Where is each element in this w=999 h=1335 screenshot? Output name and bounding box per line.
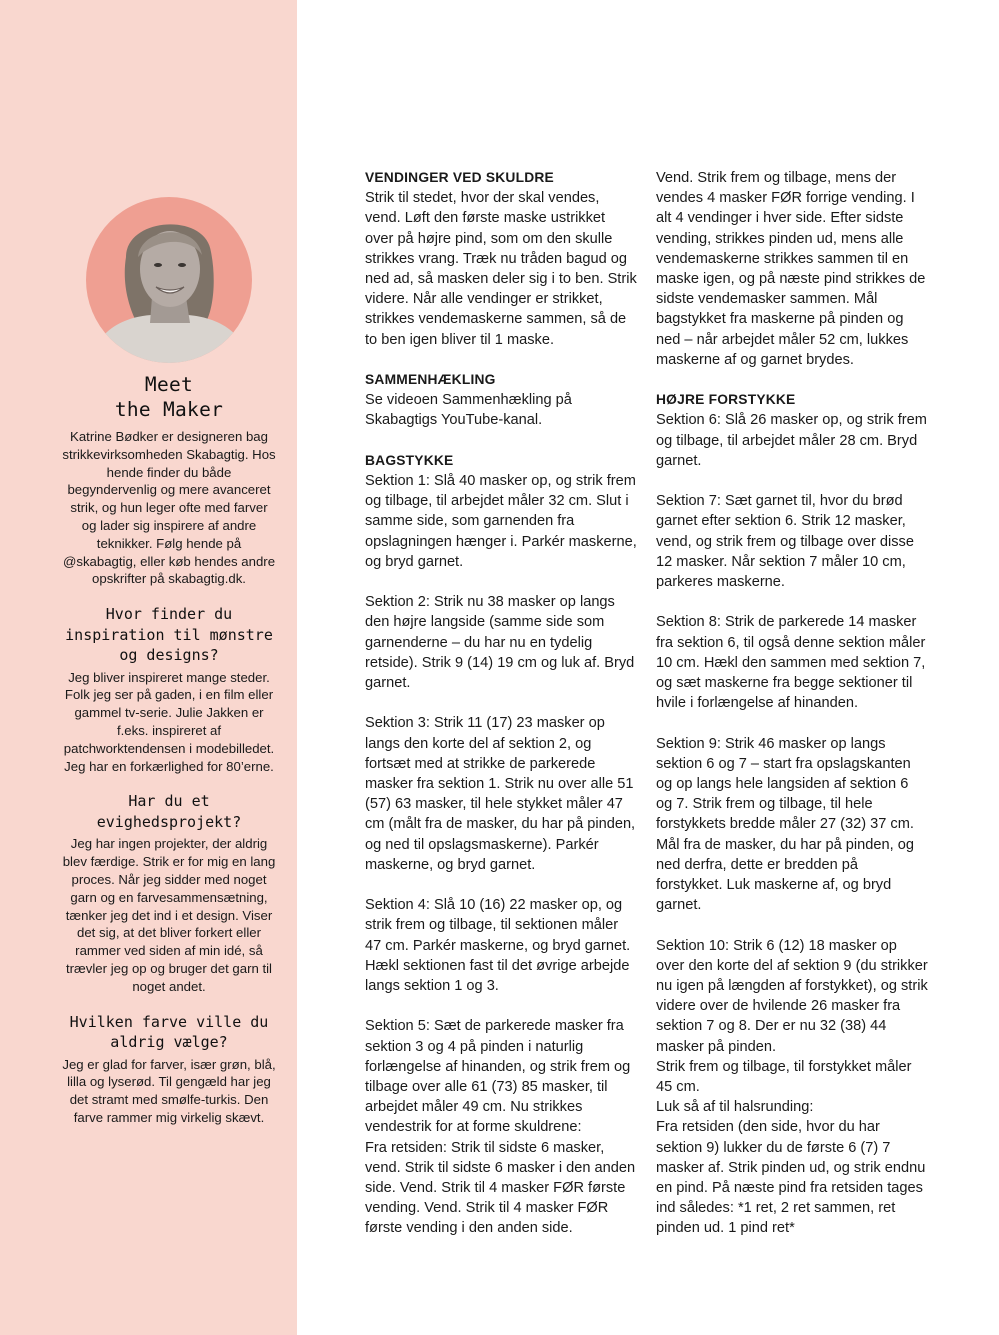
paragraph-sektion-3: Sektion 3: Strik 11 (17) 23 masker op langs den korte del af sektion 2, og fortsæt med at strikke de parkerede masker fra sektion 1. Strik nu over alle 51 (57) 63 masker, til hele stykket måler 47 cm (målt fra de masker, du har på pinden, og ned til opslagsmaskerne). Parkér maskerne, og bryd garnet. bbox=[365, 715, 636, 873]
heading-hoejre-forstykke: HØJRE FORSTYKKE bbox=[656, 392, 796, 408]
paragraph-sektion-1: Sektion 1: Slå 40 masker op, og strik frem og tilbage, til arbejdet måler 32 cm. Slut i samme side, som garnenden fra opslagningen hænger i. Parkér maskerne, og bryd garnet. bbox=[365, 473, 637, 570]
portrait-image bbox=[86, 197, 252, 363]
paragraph-vend: Vend. Strik frem og tilbage, mens der vendes 4 masker FØR forrige vending. I alt 4 vendinger i hver side. Efter sidste vending, strikkes pinden ud, mens alle vendemaskerne strikkes sammen til en maske igen, og på næste pind strikkes de sidste vendemasker sammen. Mål bagstykket fra maskerne på pinden og ned – når arbejdet måler 52 cm, lukkes maskerne af og garnet brydes. bbox=[656, 170, 926, 368]
pattern-column-1 bbox=[365, 168, 637, 1259]
paragraph-sektion-10: Sektion 10: Strik 6 (12) 18 masker op over den korte del af sektion 9 (du strikker nu igen på længden af forstykket), og strik videre over de hvilende 26 masker fra sektion 7 og 8. Der er nu 32 (38) 44 masker på pinden. bbox=[656, 937, 928, 1055]
avatar bbox=[86, 197, 252, 363]
sidebar-title-text: Meet the Maker bbox=[114, 373, 224, 421]
paragraph-sektion-8: Sektion 8: Strik de parkerede 14 masker fra sektion 6, til også denne sektion måler 10 cm. Hækl den sammen med sektion 7, og sæt maskerne fra begge sektioner til hvile i forlængelse af hinanden. bbox=[656, 614, 926, 712]
paragraph-sektion-4: Sektion 4: Slå 10 (16) 22 masker op, og strik frem og tilbage, til sektionen måler 47 cm. Parkér maskerne, og bryd garnet. Hækl sektionen fast til det øvrige arbejde langs sektion 1 og 3. bbox=[365, 897, 631, 995]
paragraph-sektion-5-retsiden: Fra retsiden: Strik til sidste 6 masker, vend. Strik til sidste 6 masker i den anden side. Vend. Strik til 4 masker FØR første vending. Vend. Strik til 4 masker FØR første vending i den anden side. bbox=[365, 1139, 636, 1237]
answer-inspiration: Jeg bliver inspireret mange steder. Folk jeg ser på gaden, i en film eller gammel tv-serie. Julie Jakken er f.eks. inspireret af patchworktendensen i modebilledet. Jeg har en forkærlighed for 80’erne. bbox=[63, 669, 275, 774]
heading-bagstykke: BAGSTYKKE bbox=[365, 452, 454, 468]
question-color: Hvilken farve ville du aldrig vælge? bbox=[69, 1012, 269, 1052]
sidebar-title bbox=[62, 372, 276, 422]
paragraph-sektion-10-retsiden: Fra retsiden (den side, hvor du har sektion 9) lukker du de første 6 (7) 7 masker af. Strik pinden ud, og strik endnu en pind. På næste pind fra retsiden tages ind således: *1 ret, 2 ret sammen, ret pinden ud. 1 pind ret* bbox=[656, 1119, 926, 1237]
question-project: Har du et evighedsprojekt? bbox=[96, 792, 242, 831]
question-inspiration: Hvor finder du inspiration til mønstre og designs? bbox=[65, 605, 273, 665]
answer-color: Jeg er glad for farver, især grøn, blå, lilla og lyserød. Til gengæld har jeg det stramt med smølfe-turkis. Den farve rammer mig virkelig skævt. bbox=[62, 1056, 276, 1126]
maker-intro: Katrine Bødker er designeren bag strikkevirksomheden Skabagtig. Hos hende finder du både begyndervenlig og mere avanceret strik, og hun leger ofte med farver og lader sig inspirere af andre teknikker. Følg hende på @skabagtig, eller køb hendes andre opskrifter på skabagtig.dk. bbox=[62, 429, 276, 587]
heading-vendinger: VENDINGER VED SKULDRE bbox=[365, 170, 554, 185]
sidebar-panel bbox=[0, 0, 297, 1335]
pattern-column-2 bbox=[656, 168, 928, 1239]
paragraph-sammenhaekling: Se videoen Sammenhækling på Skabagtigs YouTube-kanal. bbox=[365, 392, 572, 429]
paragraph-vendinger: Strik til stedet, hvor der skal vendes, vend. Løft den første maske ustrikket over på højre pind, som om den skulle strikkes vrang. Træk nu tråden bagud og ned ad, så masken deler sig i to ben. Strik videre. Når alle vendinger er strikket, strikkes vendemaskerne sammen, så de to ben igen bliver til 1 maske. bbox=[365, 190, 637, 348]
paragraph-sektion-6: Sektion 6: Slå 26 masker op, og strik frem og tilbage, til arbejdet måler 28 cm. Bryd garnet. bbox=[656, 412, 927, 469]
paragraph-sektion-10-frem: Strik frem og tilbage, til forstykket måler 45 cm. bbox=[656, 1058, 912, 1096]
paragraph-sektion-5: Sektion 5: Sæt de parkerede masker fra sektion 3 og 4 på pinden i naturlig forlængelse af hinanden, og strik frem og tilbage over alle 61 (73) 85 masker, til arbejdet måler 49 cm. Nu strikkes vendestrik for at forme skuldrene: bbox=[365, 1018, 631, 1136]
paragraph-sektion-9: Sektion 9: Strik 46 masker op langs sektion 6 og 7 – start fra opslagskanten og op langs hele langsiden af sektion 6 og 7. Strik frem og tilbage, til hele forstykkets bredde måler 27 (32) 37 cm. Mål fra de masker, du har på pinden, og ned derfra, dette er bredden på forstykket. Luk maskerne af, og bryd garnet. bbox=[656, 735, 914, 914]
paragraph-sektion-10-halsrunding: Luk så af til halsrunding: bbox=[656, 1099, 814, 1116]
heading-sammenhaekling: SAMMENHÆKLING bbox=[365, 372, 496, 388]
paragraph-sektion-2: Sektion 2: Strik nu 38 masker op langs den højre langside (samme side som garnenderne – du har nu en tydelig retside). Strik 9 (14) 19 cm og luk af. Bryd garnet. bbox=[365, 594, 635, 692]
maker-interview bbox=[62, 372, 276, 1127]
answer-project: Jeg har ingen projekter, der aldrig blev færdige. Strik er for mig en lang proces. Når jeg sidder med noget garn og en farvesammensætning, tænker jeg det ind i et design. Viser det sig, at det bliver forkert eller rammer ved siden af min idé, så trævler jeg op og bruger det garn til noget andet. bbox=[62, 836, 276, 994]
paragraph-sektion-7: Sektion 7: Sæt garnet til, hvor du brød garnet efter sektion 6. Strik 12 masker, vend, og strik frem og tilbage over disse 12 masker. Når sektion 7 måler 10 cm, parkeres maskerne. bbox=[656, 493, 914, 591]
